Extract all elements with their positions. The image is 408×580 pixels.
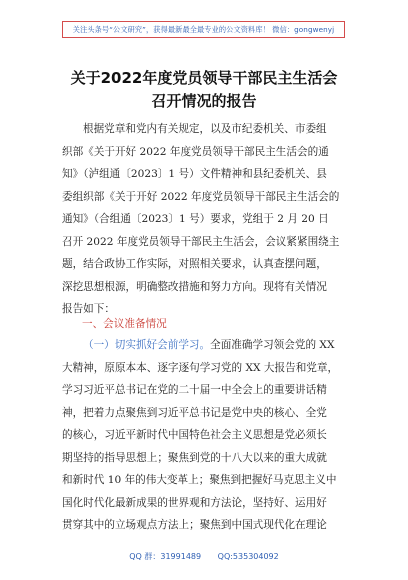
paragraph-line: 知》（泸组通〔2023〕1 号）文件精神和县纪委机关、县 — [62, 168, 327, 180]
paragraph-line: 深挖思想根源，明确整改措施和努力方向。现将有关情况 — [62, 280, 327, 293]
document-title-line-1: 关于2022年度党员领导干部民主生活会 — [70, 69, 338, 87]
footer-qq: QQ:535304092 — [217, 552, 279, 561]
sub-heading: （一）切实抓好会前学习。 — [83, 339, 211, 351]
paragraph-line: 和新时代 10 年的伟大变革上；聚焦到把握好马克思主义中 — [62, 474, 337, 486]
paragraph-line: 神，把着力点聚焦到习近平总书记是党中央的核心、全党 — [62, 406, 327, 419]
footer-qq-group: QQ 群：31991489 — [129, 552, 202, 561]
paragraph-line: 委组织部《关于开好 2022 年度党员领导干部民主生活会的 — [62, 190, 340, 203]
paragraph-first-line — [62, 334, 354, 357]
document-title-line-2: 召开情况的报告 — [151, 92, 257, 110]
paragraph-line: 根据党章和党内有关规定，以及市纪委机关、市委组 — [83, 123, 327, 135]
header-banner[interactable]: 关注头条号“公文研究”，获得最新最全最专业的公文资料库！ 微信：gongwenyj — [62, 21, 345, 38]
paragraph-line: 大精神，原原本本、逐字逐句学习党的 XX 大报告和党章， — [62, 361, 339, 374]
paragraph-line: 的核心，习近平新时代中国特色社会主义思想是党必须长 — [62, 429, 327, 441]
paragraph-line: 题，结合政协工作实际，对照相关要求，认真查摆问题， — [62, 258, 327, 270]
study-paragraph — [62, 334, 354, 537]
intro-paragraph — [62, 118, 354, 321]
page-footer — [0, 551, 408, 562]
paragraph-line: 召开 2022 年度党员领导干部民主生活会，会议紧紧围绕主 — [62, 235, 340, 248]
paragraph-line: 贯穿其中的立场观点方法上；聚焦到中国式现代化在理论 — [62, 519, 327, 531]
section-heading: 一、会议准备情况 — [82, 318, 167, 330]
paragraph-line: 学习习近平总书记在党的二十届一中全会上的重要讲话精 — [62, 384, 327, 396]
paragraph-line: 国化时代化最新成果的世界观和方法论，坚持好、运用好 — [62, 496, 327, 509]
paragraph-line: 期坚持的指导思想上；聚焦到党的十八大以来的重大成就 — [62, 451, 327, 464]
paragraph-line: 通知》（合组通〔2023〕1 号）要求，党组于 2 月 20 日 — [62, 213, 329, 225]
paragraph-text: 全面准确学习领会党的 XX — [210, 339, 335, 351]
paragraph-line: 报告如下： — [62, 303, 115, 315]
paragraph-line: 织部《关于开好 2022 年度党员领导干部民主生活会的通 — [62, 145, 329, 158]
